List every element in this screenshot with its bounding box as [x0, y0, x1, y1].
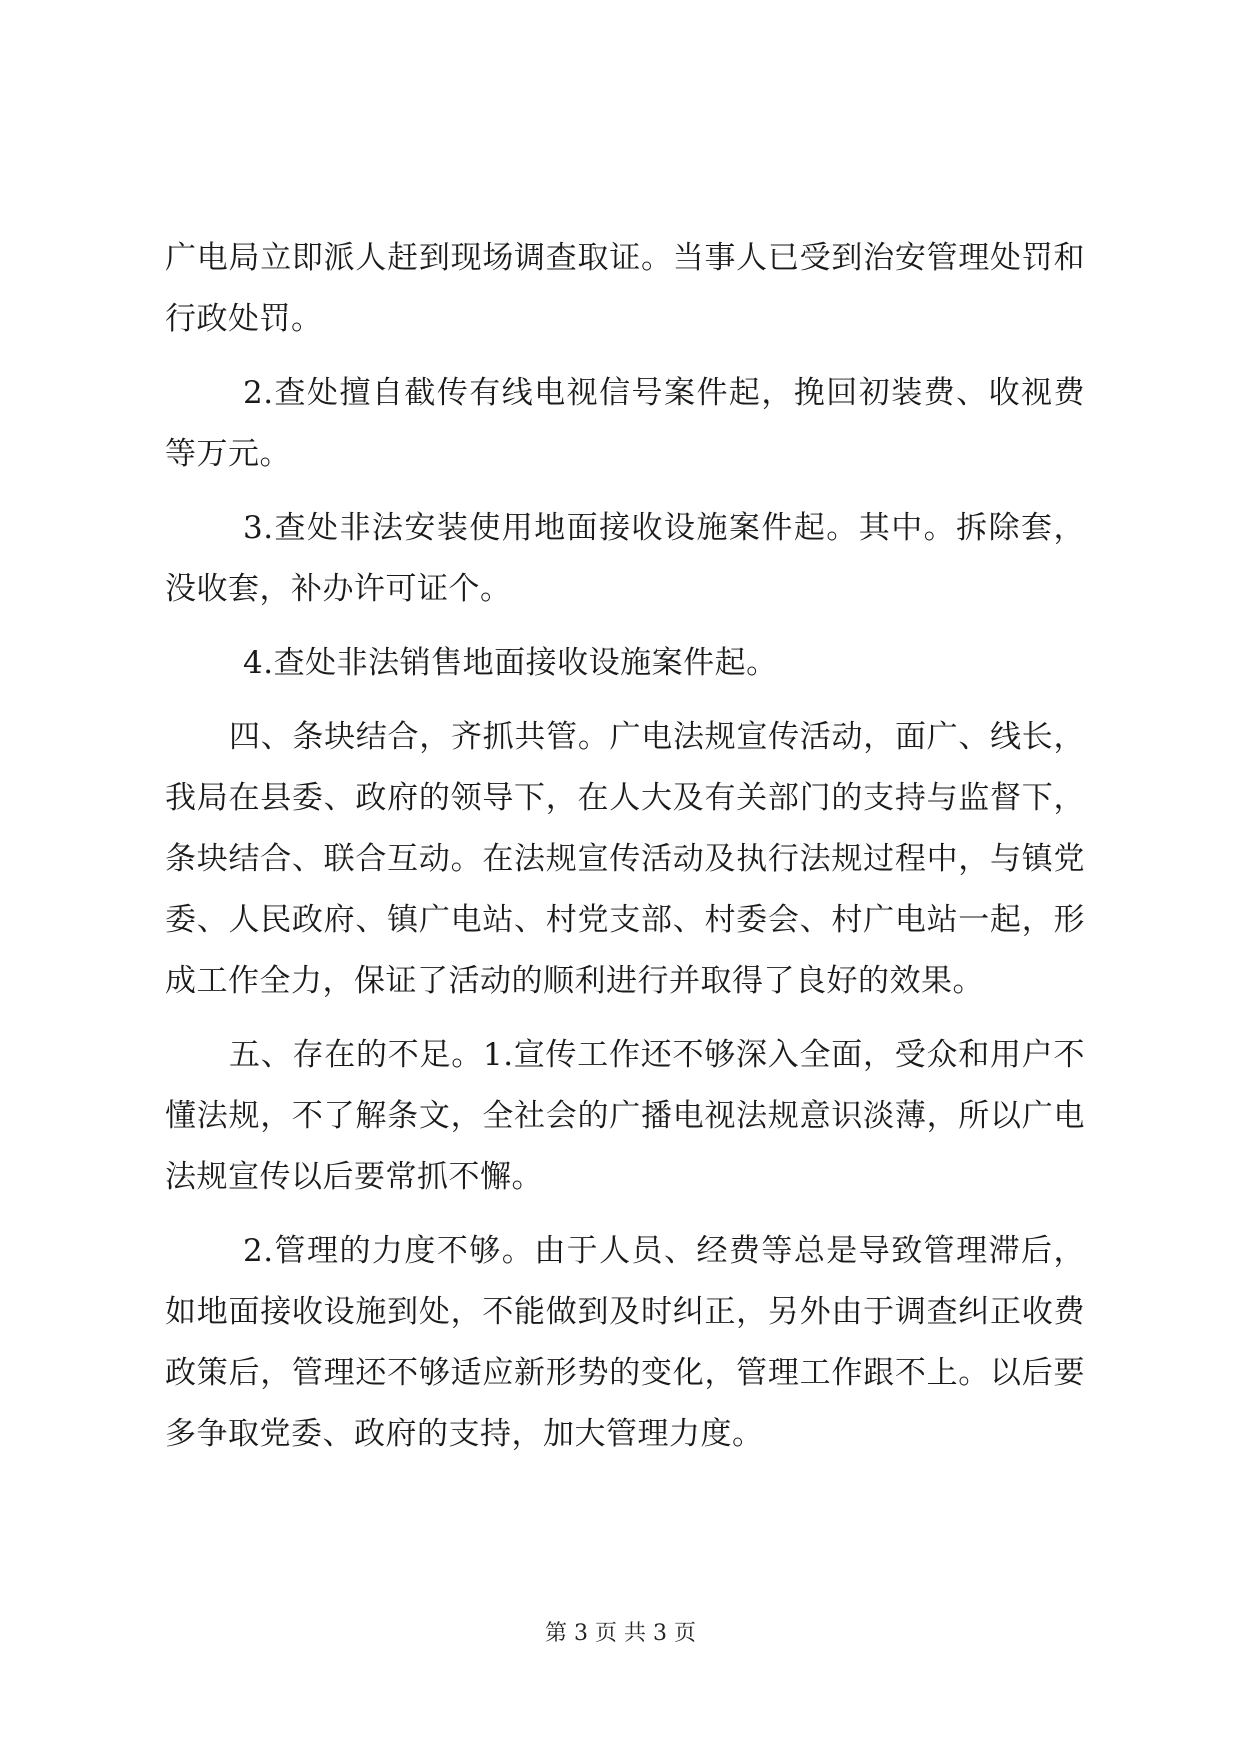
paragraph-management: 2.管理的力度不够。由于人员、经费等总是导致管理滞后，如地面接收设施到处，不能做到及时纠正，另外由于调查纠正收费政策后，管理还不够适应新形势的变化，管理工作跟不上。以后要多争取党委、政府的支持，加大管理力度。 [165, 1233, 1085, 1452]
document-body [165, 228, 1085, 1465]
paragraph-item-4: 4.查处非法销售地面接收设施案件起。 [243, 645, 778, 681]
paragraph-item-3: 3.查处非法安装使用地面接收设施案件起。其中。拆除套，没收套，补办许可证个。 [165, 510, 1085, 607]
paragraph-section-5: 五、存在的不足。1.宣传工作还不够深入全面，受众和用户不懂法规，不了解条文，全社会的广播电视法规意识淡薄，所以广电法规宣传以后要常抓不懈。 [165, 1037, 1085, 1195]
page-number-footer: 第 3 页 共 3 页 [545, 1621, 696, 1646]
paragraph-investigation: 广电局立即派人赶到现场调查取证。当事人已受到治安管理处罚和行政处罚。 [165, 240, 1085, 337]
paragraph-section-4: 四、条块结合，齐抓共管。广电法规宣传活动，面广、线长，我局在县委、政府的领导下，在人大及有关部门的支持与监督下，条块结合、联合互动。在法规宣传活动及执行法规过程中，与镇党委、人民政府、镇广电站、村党支部、村委会、村广电站一起，形成工作全力，保证了活动的顺利进行并取得了良好的效果。 [165, 719, 1085, 999]
paragraph-item-2: 2.查处擅自截传有线电视信号案件起，挽回初装费、收视费等万元。 [165, 375, 1085, 472]
